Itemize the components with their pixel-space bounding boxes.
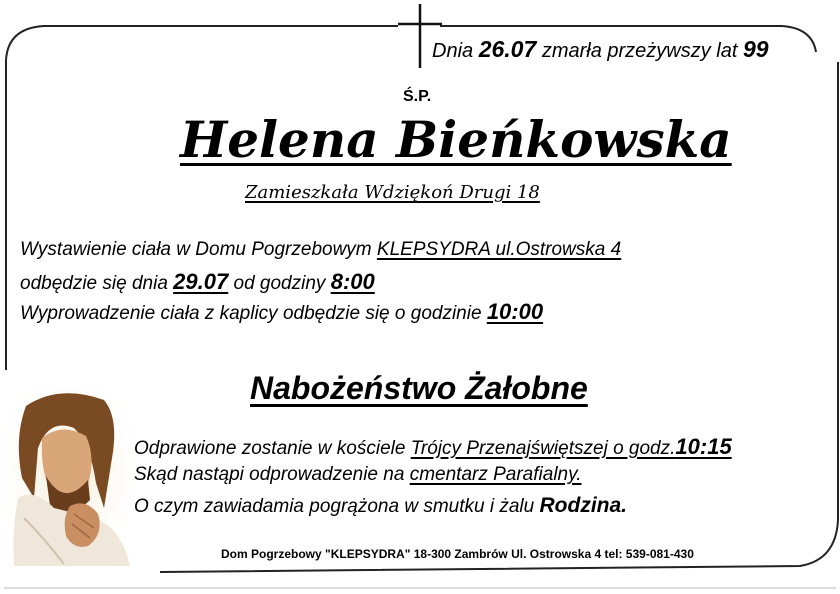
church-name: Trójcy Przenajświętszej o godz. xyxy=(410,438,676,459)
praying-jesus-image xyxy=(4,388,134,568)
departure-text: Wyprowadzenie ciała z kaplicy odbędzie się o godzinie xyxy=(20,303,482,324)
viewing-text-3: od godziny xyxy=(233,273,326,294)
death-info-line xyxy=(432,36,769,63)
residence: Zamieszkała Wdziękoń Drugi 18 xyxy=(245,182,540,203)
death-middle: zmarła przeżywszy lat xyxy=(541,40,738,62)
viewing-time: 8:00 xyxy=(330,269,375,294)
service-time: 10:15 xyxy=(675,434,732,459)
death-prefix: Dnia xyxy=(432,40,474,62)
service-line-3 xyxy=(134,494,627,518)
sp-abbrev: Ś.P. xyxy=(403,88,432,105)
footer-contact: Dom Pogrzebowy "KLEPSYDRA" 18-300 Zambrów Ul. Ostrowska 4 tel: 539-081-430 xyxy=(221,547,694,561)
departure-time: 10:00 xyxy=(486,299,544,324)
service-title: Nabożeństwo Żałobne xyxy=(250,370,588,406)
viewing-line-1 xyxy=(20,239,621,261)
procession-text: Skąd nastąpi odprowadzenie na xyxy=(134,464,405,485)
viewing-text-1: Wystawienie ciała w Domu Pogrzebowym xyxy=(20,239,372,260)
viewing-date: 29.07 xyxy=(173,269,229,294)
family-name: Rodzina. xyxy=(539,494,627,517)
viewing-line-3 xyxy=(20,299,543,325)
age: 99 xyxy=(743,36,769,62)
church-text: Odprawione zostanie w kościele xyxy=(134,438,406,459)
family-text: O czym zawiadamia pogrążona w smutku i żalu xyxy=(134,496,535,517)
deceased-name: Helena Bieńkowska xyxy=(180,110,732,169)
cemetery-name: cmentarz Parafialny. xyxy=(409,464,582,485)
viewing-line-2 xyxy=(20,269,375,295)
death-date: 26.07 xyxy=(478,36,537,62)
viewing-text-2: odbędzie się dnia xyxy=(20,273,168,294)
service-line-2 xyxy=(134,464,581,486)
funeral-home-address: KLEPSYDRA ul.Ostrowska 4 xyxy=(376,239,622,260)
service-line-1 xyxy=(134,434,732,460)
